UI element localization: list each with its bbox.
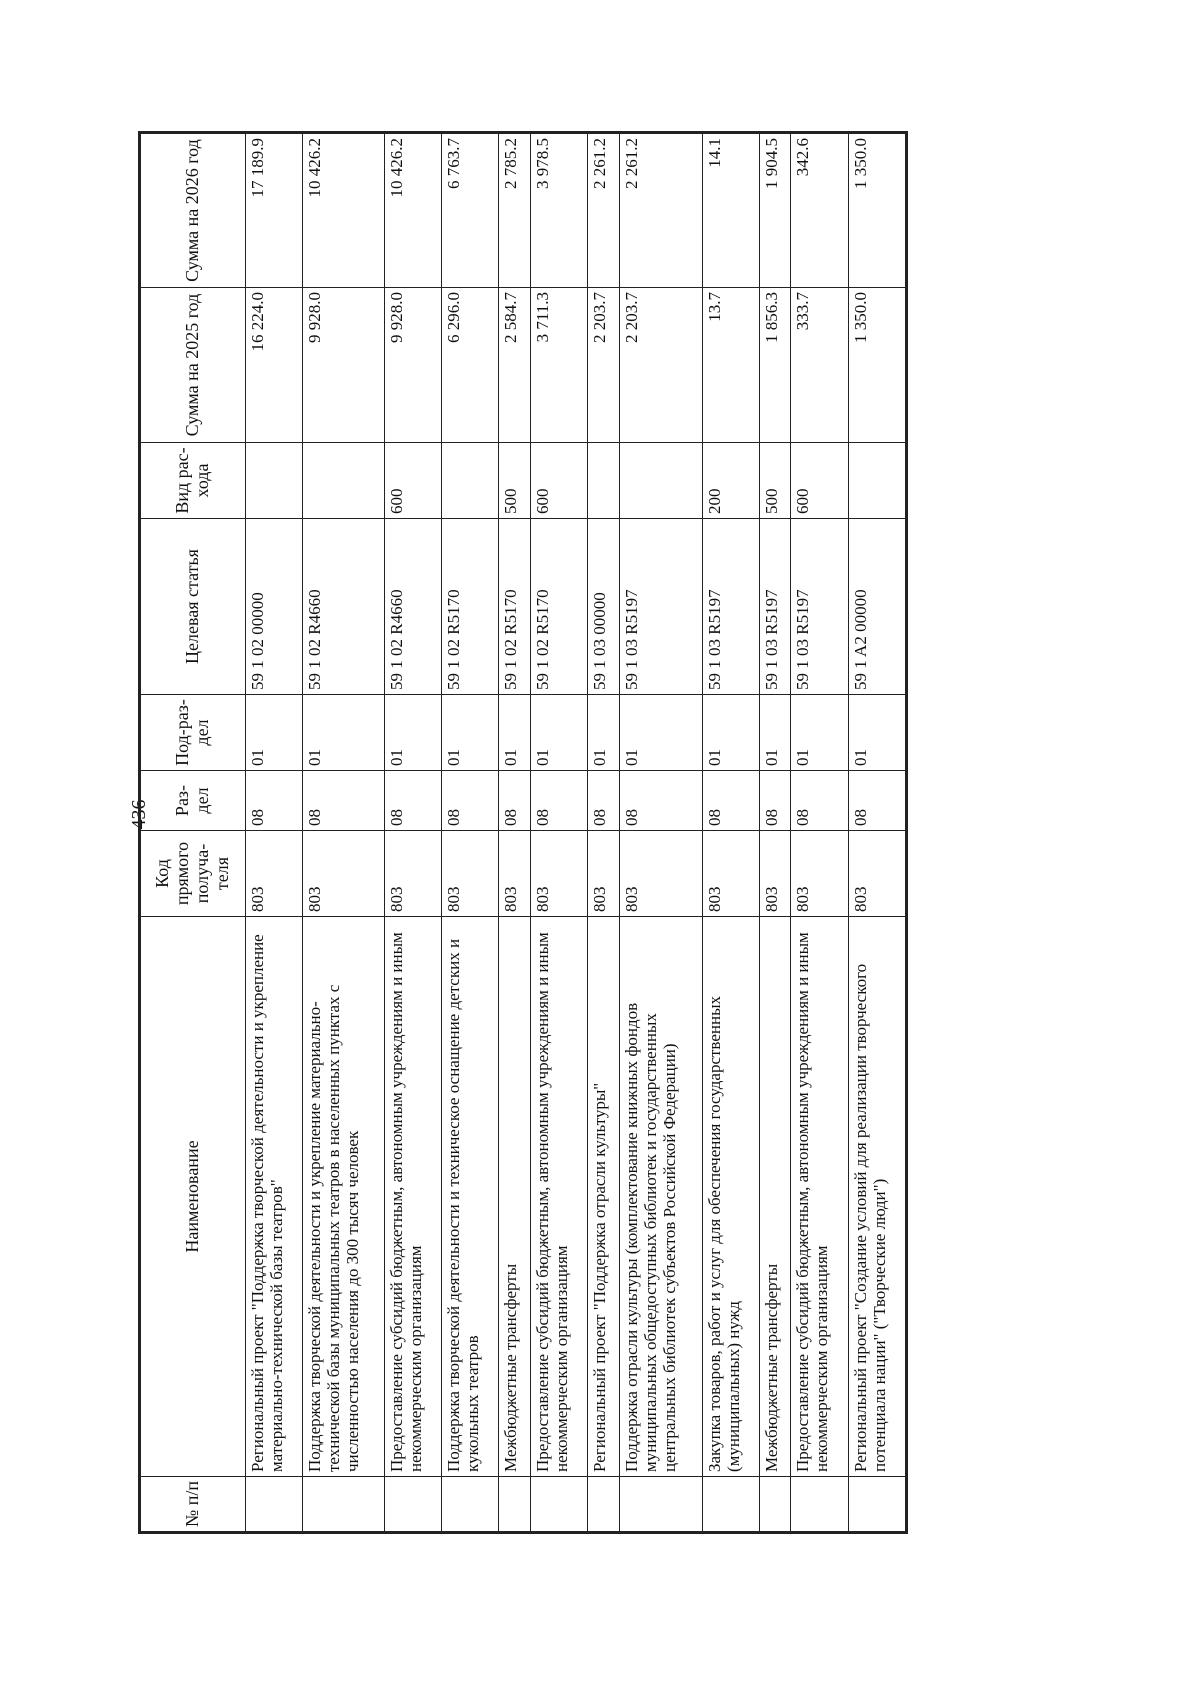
cell-recipient-code: 803 xyxy=(246,831,303,917)
cell-sum-2025: 13.7 xyxy=(702,288,759,443)
cell-subsection: 01 xyxy=(848,695,907,771)
cell-expense-type: 600 xyxy=(531,443,588,519)
cell-target-article: 59 1 02 R5170 xyxy=(531,519,588,695)
cell-sum-2026: 342.6 xyxy=(791,133,848,288)
cell-number xyxy=(303,1477,385,1533)
header-target-article: Целевая статья xyxy=(140,519,246,695)
cell-name: Региональный проект "Поддержка отрасли культуры" xyxy=(588,917,620,1477)
cell-section: 08 xyxy=(385,771,442,831)
cell-subsection: 01 xyxy=(246,695,303,771)
cell-sum-2025: 2 203.7 xyxy=(588,288,620,443)
cell-target-article: 59 1 03 00000 xyxy=(588,519,620,695)
cell-sum-2026: 1 350.0 xyxy=(848,133,907,288)
cell-recipient-code: 803 xyxy=(759,831,791,917)
cell-section: 08 xyxy=(702,771,759,831)
cell-subsection: 01 xyxy=(442,695,499,771)
cell-sum-2026: 17 189.9 xyxy=(246,133,303,288)
cell-expense-type xyxy=(848,443,907,519)
cell-number xyxy=(791,1477,848,1533)
cell-name: Поддержка творческой деятельности и техническое оснащение детских и кукольных театров xyxy=(442,917,499,1477)
cell-name: Региональный проект "Поддержка творческой деятельности и укрепление материально-технической базы театров" xyxy=(246,917,303,1477)
cell-sum-2026: 2 261.2 xyxy=(620,133,702,288)
cell-name: Межбюджетные трансферты xyxy=(759,917,791,1477)
cell-target-article: 59 1 02 00000 xyxy=(246,519,303,695)
cell-sum-2025: 333.7 xyxy=(791,288,848,443)
cell-expense-type: 600 xyxy=(791,443,848,519)
header-recipient-code: Код прямого получа-теля xyxy=(140,831,246,917)
cell-recipient-code: 803 xyxy=(531,831,588,917)
budget-table xyxy=(138,131,908,1534)
cell-name: Региональный проект "Создание условий для реализации творческого потенциала нации" ("Творческие люди") xyxy=(848,917,907,1477)
cell-subsection: 01 xyxy=(791,695,848,771)
cell-recipient-code: 803 xyxy=(303,831,385,917)
table-row xyxy=(303,133,385,1533)
cell-name: Предоставление субсидий бюджетным, автономным учреждениям и иным некоммерческим организациям xyxy=(385,917,442,1477)
cell-subsection: 01 xyxy=(702,695,759,771)
cell-number xyxy=(702,1477,759,1533)
cell-recipient-code: 803 xyxy=(385,831,442,917)
table-row xyxy=(702,133,759,1533)
cell-target-article: 59 1 02 R5170 xyxy=(442,519,499,695)
cell-subsection: 01 xyxy=(499,695,531,771)
cell-section: 08 xyxy=(246,771,303,831)
cell-section: 08 xyxy=(620,771,702,831)
cell-sum-2026: 10 426.2 xyxy=(303,133,385,288)
table-row xyxy=(791,133,848,1533)
cell-sum-2026: 6 763.7 xyxy=(442,133,499,288)
cell-recipient-code: 803 xyxy=(499,831,531,917)
cell-name: Предоставление субсидий бюджетным, автономным учреждениям и иным некоммерческим организациям xyxy=(791,917,848,1477)
cell-target-article: 59 1 A2 00000 xyxy=(848,519,907,695)
cell-target-article: 59 1 02 R4660 xyxy=(385,519,442,695)
cell-section: 08 xyxy=(759,771,791,831)
cell-section: 08 xyxy=(588,771,620,831)
cell-number xyxy=(620,1477,702,1533)
cell-sum-2025: 16 224.0 xyxy=(246,288,303,443)
cell-section: 08 xyxy=(442,771,499,831)
cell-number xyxy=(588,1477,620,1533)
cell-recipient-code: 803 xyxy=(791,831,848,917)
table-row xyxy=(620,133,702,1533)
cell-target-article: 59 1 02 R4660 xyxy=(303,519,385,695)
cell-number xyxy=(499,1477,531,1533)
table-row xyxy=(499,133,531,1533)
cell-sum-2025: 1 350.0 xyxy=(848,288,907,443)
cell-recipient-code: 803 xyxy=(620,831,702,917)
cell-subsection: 01 xyxy=(385,695,442,771)
cell-name: Поддержка творческой деятельности и укрепление материально-технической базы муниципальных театров в населенных пунктах с численностью населения до 300 тысяч человек xyxy=(303,917,385,1477)
cell-subsection: 01 xyxy=(588,695,620,771)
cell-recipient-code: 803 xyxy=(848,831,907,917)
cell-subsection: 01 xyxy=(531,695,588,771)
budget-table-container xyxy=(138,134,908,1534)
cell-name: Предоставление субсидий бюджетным, автономным учреждениям и иным некоммерческим организациям xyxy=(531,917,588,1477)
cell-target-article: 59 1 03 R5197 xyxy=(791,519,848,695)
cell-sum-2025: 3 711.3 xyxy=(531,288,588,443)
cell-sum-2025: 9 928.0 xyxy=(303,288,385,443)
table-row xyxy=(531,133,588,1533)
cell-name: Закупка товаров, работ и услуг для обеспечения государственных (муниципальных) нужд xyxy=(702,917,759,1477)
header-sum-2026: Сумма на 2026 год xyxy=(140,133,246,288)
cell-sum-2025: 2 203.7 xyxy=(620,288,702,443)
cell-sum-2026: 14.1 xyxy=(702,133,759,288)
cell-expense-type: 500 xyxy=(759,443,791,519)
table-row xyxy=(246,133,303,1533)
page-number: - 436 - xyxy=(128,787,151,842)
table-header-row xyxy=(140,133,246,1533)
cell-subsection: 01 xyxy=(620,695,702,771)
cell-expense-type: 600 xyxy=(385,443,442,519)
cell-section: 08 xyxy=(499,771,531,831)
cell-recipient-code: 803 xyxy=(702,831,759,917)
cell-sum-2025: 2 584.7 xyxy=(499,288,531,443)
table-row xyxy=(759,133,791,1533)
cell-expense-type: 200 xyxy=(702,443,759,519)
header-sum-2025: Сумма на 2025 год xyxy=(140,288,246,443)
cell-expense-type xyxy=(620,443,702,519)
cell-recipient-code: 803 xyxy=(588,831,620,917)
cell-sum-2026: 2 785.2 xyxy=(499,133,531,288)
cell-section: 08 xyxy=(848,771,907,831)
table-row xyxy=(385,133,442,1533)
cell-number xyxy=(385,1477,442,1533)
header-subsection: Под-раз-дел xyxy=(140,695,246,771)
cell-sum-2026: 3 978.5 xyxy=(531,133,588,288)
cell-number xyxy=(442,1477,499,1533)
cell-sum-2025: 6 296.0 xyxy=(442,288,499,443)
cell-expense-type xyxy=(588,443,620,519)
cell-number xyxy=(246,1477,303,1533)
cell-number xyxy=(759,1477,791,1533)
cell-name: Поддержка отрасли культуры (комплектование книжных фондов муниципальных общедоступных библиотек и государственных центральных библиотек субъектов Российской Федерации) xyxy=(620,917,702,1477)
cell-target-article: 59 1 02 R5170 xyxy=(499,519,531,695)
cell-expense-type: 500 xyxy=(499,443,531,519)
cell-subsection: 01 xyxy=(303,695,385,771)
cell-target-article: 59 1 03 R5197 xyxy=(759,519,791,695)
header-name: Наименование xyxy=(140,917,246,1477)
table-row xyxy=(848,133,907,1533)
header-expense-type: Вид рас-хода xyxy=(140,443,246,519)
cell-expense-type xyxy=(246,443,303,519)
cell-section: 08 xyxy=(791,771,848,831)
cell-section: 08 xyxy=(531,771,588,831)
header-number: № п/п xyxy=(140,1477,246,1533)
cell-sum-2026: 10 426.2 xyxy=(385,133,442,288)
cell-number xyxy=(848,1477,907,1533)
table-body xyxy=(246,133,907,1533)
cell-expense-type xyxy=(442,443,499,519)
cell-name: Межбюджетные трансферты xyxy=(499,917,531,1477)
cell-section: 08 xyxy=(303,771,385,831)
cell-sum-2026: 1 904.5 xyxy=(759,133,791,288)
table-row xyxy=(442,133,499,1533)
table-row xyxy=(588,133,620,1533)
cell-number xyxy=(531,1477,588,1533)
cell-recipient-code: 803 xyxy=(442,831,499,917)
cell-sum-2026: 2 261.2 xyxy=(588,133,620,288)
cell-sum-2025: 1 856.3 xyxy=(759,288,791,443)
header-section: Раз-дел xyxy=(140,771,246,831)
cell-target-article: 59 1 03 R5197 xyxy=(620,519,702,695)
cell-expense-type xyxy=(303,443,385,519)
cell-target-article: 59 1 03 R5197 xyxy=(702,519,759,695)
cell-sum-2025: 9 928.0 xyxy=(385,288,442,443)
cell-subsection: 01 xyxy=(759,695,791,771)
